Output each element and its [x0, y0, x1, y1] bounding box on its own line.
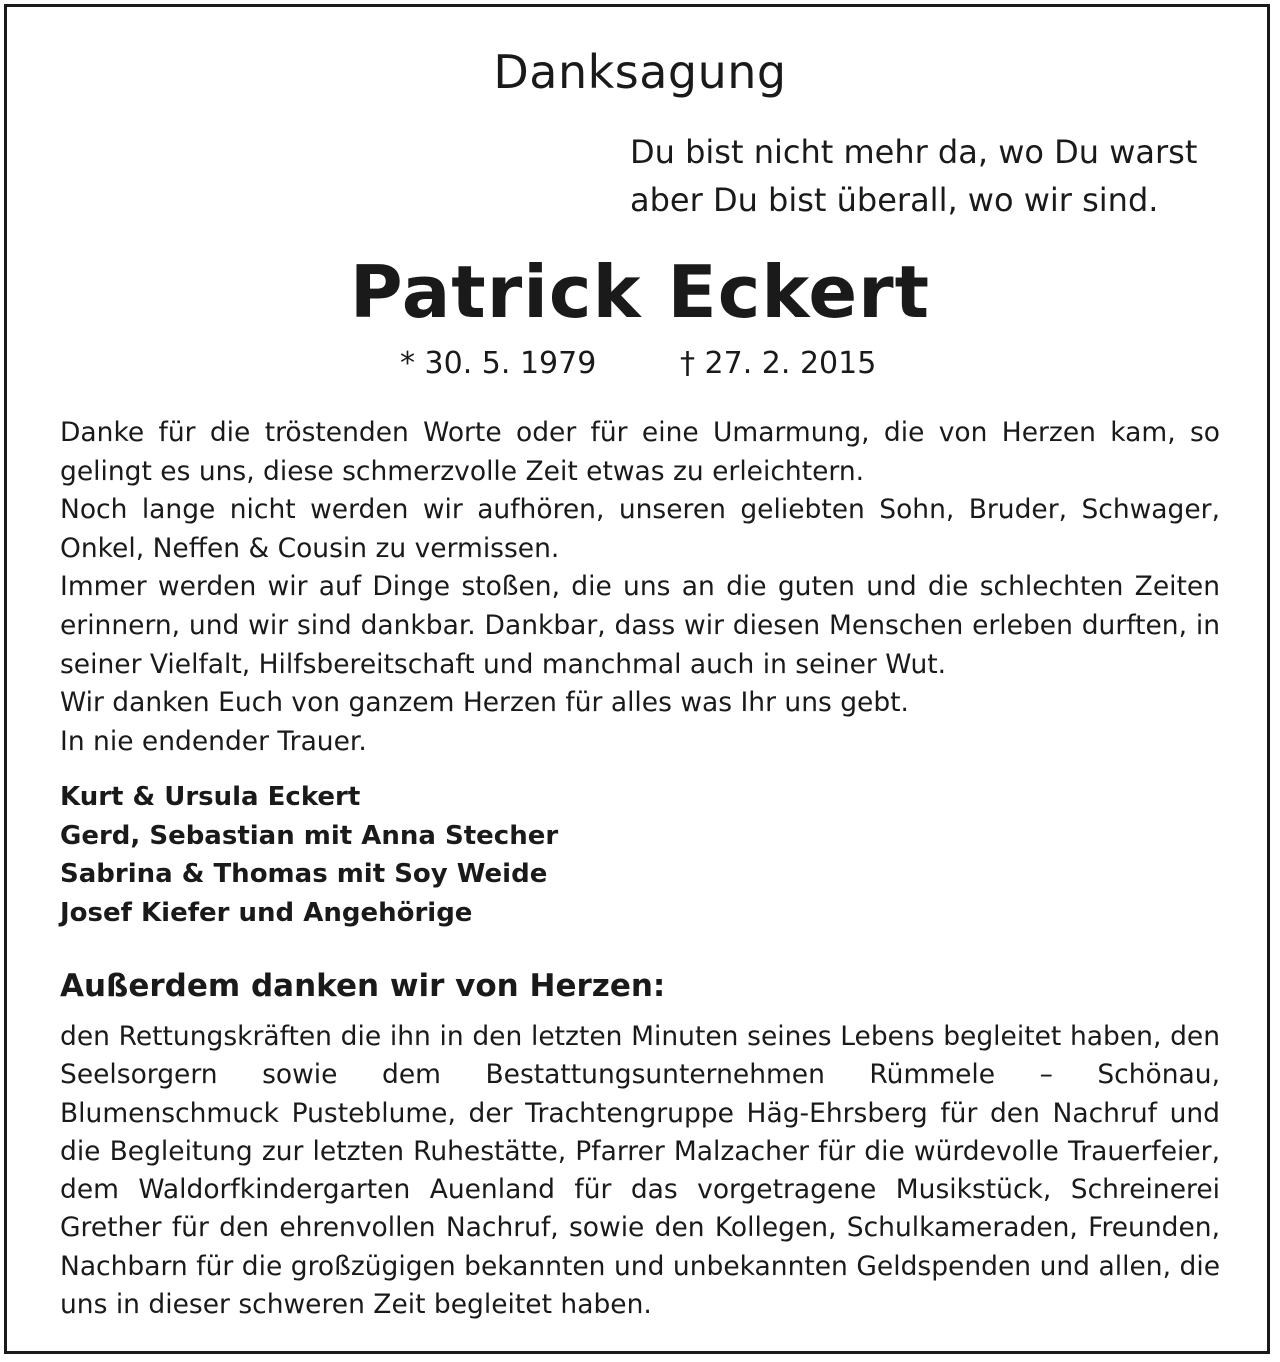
body-paragraph: Danke für die tröstenden Worte oder für eine Umarmung, die von Herzen kam, so gelingt es uns, diese schmerzvolle Zeit etwas zu erleichtern.	[60, 417, 1220, 487]
birth-date: * 30. 5. 1979	[400, 346, 597, 381]
quote-line-1: Du bist nicht mehr da, wo Du warst	[630, 133, 1198, 171]
death-date: † 27. 2. 2015	[680, 346, 877, 381]
deceased-name: Patrick Eckert	[349, 250, 931, 334]
body-paragraph: Immer werden wir auf Dinge stoßen, die uns an die guten und die schlechten Zeiten erinnern, und wir sind dankbar. Dankbar, dass wir diesen Menschen erleben durften, in seiner Vielfalt, Hilfsbereitschaft und manchmal auch in seiner Wut.	[60, 571, 1220, 680]
family-line: Josef Kiefer und Angehörige	[60, 897, 473, 928]
memorial-quote	[630, 128, 1250, 224]
body-paragraph: Noch lange nicht werden wir aufhören, unseren geliebten Sohn, Bruder, Schwager, Onkel, Neffen & Cousin zu vermissen.	[60, 494, 1220, 564]
body-paragraph: In nie endender Trauer.	[60, 725, 367, 757]
family-signatures	[60, 778, 1220, 932]
family-line: Kurt & Ursula Eckert	[60, 782, 361, 812]
family-line: Gerd, Sebastian mit Anna Stecher	[60, 820, 559, 851]
notice-heading: Danksagung	[493, 45, 787, 99]
quote-line-2: aber Du bist überall, wo wir sind.	[630, 181, 1159, 219]
additional-thanks-heading: Außerdem danken wir von Herzen:	[60, 968, 666, 1004]
life-dates	[0, 342, 1280, 386]
family-line: Sabrina & Thomas mit Soy Weide	[60, 859, 548, 890]
body-paragraph: Wir danken Euch von ganzem Herzen für alles was Ihr uns gebt.	[60, 687, 909, 719]
additional-thanks-paragraph: den Rettungskräften die ihn in den letzten Minuten seines Lebens begleitet haben, den Seelsorgern sowie dem Bestattungsunternehmen Rümmele – Schönau, Blumenschmuck Pusteblume, der Trachtengruppe Häg-Ehrsberg für den Nachruf und die Begleitung zur letzten Ruhestätte, Pfarrer Malzacher für die würdevolle Trauerfeier, dem Waldorfkindergarten Auenland für das vorgetragene Musikstück, Schreinerei Grether für den ehrenvollen Nachruf, sowie den Kollegen, Schulkameraden, Freunden, Nachbarn für die großzügigen bekannten und unbekannten Geldspenden und allen, die uns in dieser schweren Zeit begleitet haben.	[60, 1021, 1220, 1321]
thanks-body	[60, 414, 1220, 761]
additional-thanks-text	[60, 1018, 1220, 1324]
